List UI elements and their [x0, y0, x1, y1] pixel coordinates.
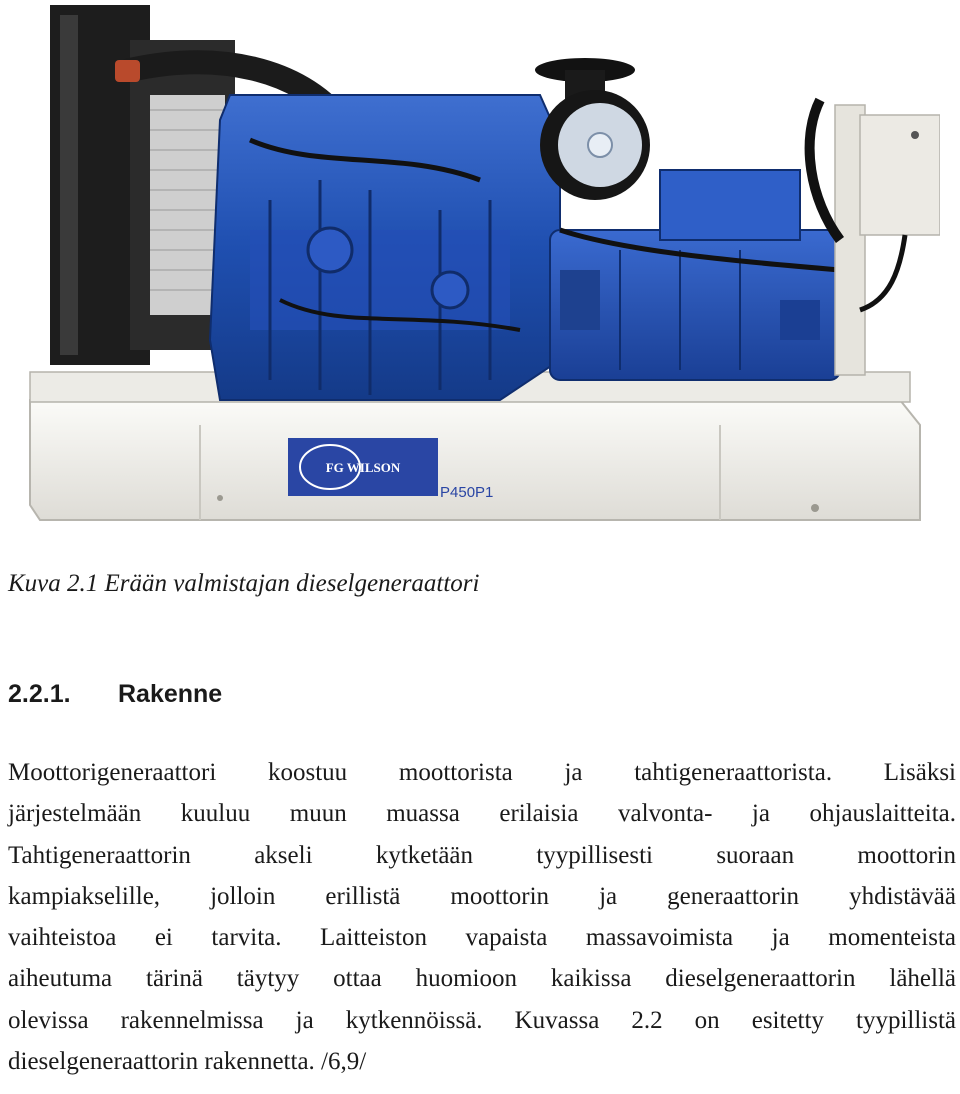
paragraph-line: olevissa rakennelmissa ja kytkennöissä. Kuvassa 2.2 on esitetty tyypillistä — [8, 1006, 956, 1034]
paragraph-line: aiheutuma tärinä täytyy ottaa huomioon kaikissa dieselgeneraattorin lähellä — [8, 965, 956, 993]
paragraph-line: Moottorigeneraattori koostuu moottorista ja tahtigeneraattorista. Lisäksi — [8, 759, 956, 786]
generator-figure — [20, 0, 940, 540]
paragraph-line: kampiakselille, jolloin erillistä moottorin ja generaattorin yhdistävää — [8, 882, 956, 910]
paragraph-line: dieselgeneraattorin rakennetta. /6,9/ — [8, 1048, 367, 1076]
paragraph-line: Tahtigeneraattorin akseli kytketään tyypillisesti suoraan moottorin — [8, 841, 956, 869]
body-paragraph — [8, 752, 956, 1082]
paragraph-line: vaihteistoa ei tarvita. Laitteiston vapaista massavoimista ja momenteista — [8, 924, 956, 952]
figure-caption: Kuva 2.1 Erään valmistajan dieselgeneraattori — [8, 570, 480, 597]
fg-wilson-logo-text: FG WILSON — [325, 460, 401, 475]
diesel-generator-image — [20, 0, 940, 540]
section-heading — [8, 680, 222, 709]
paragraph-line: järjestelmään kuuluu muun muassa erilaisia valvonta- ja ohjauslaitteita. — [8, 800, 956, 828]
section-title: Rakenne — [118, 680, 223, 708]
section-number: 2.2.1. — [8, 680, 71, 708]
model-plate-text: P450P1 — [440, 484, 494, 501]
